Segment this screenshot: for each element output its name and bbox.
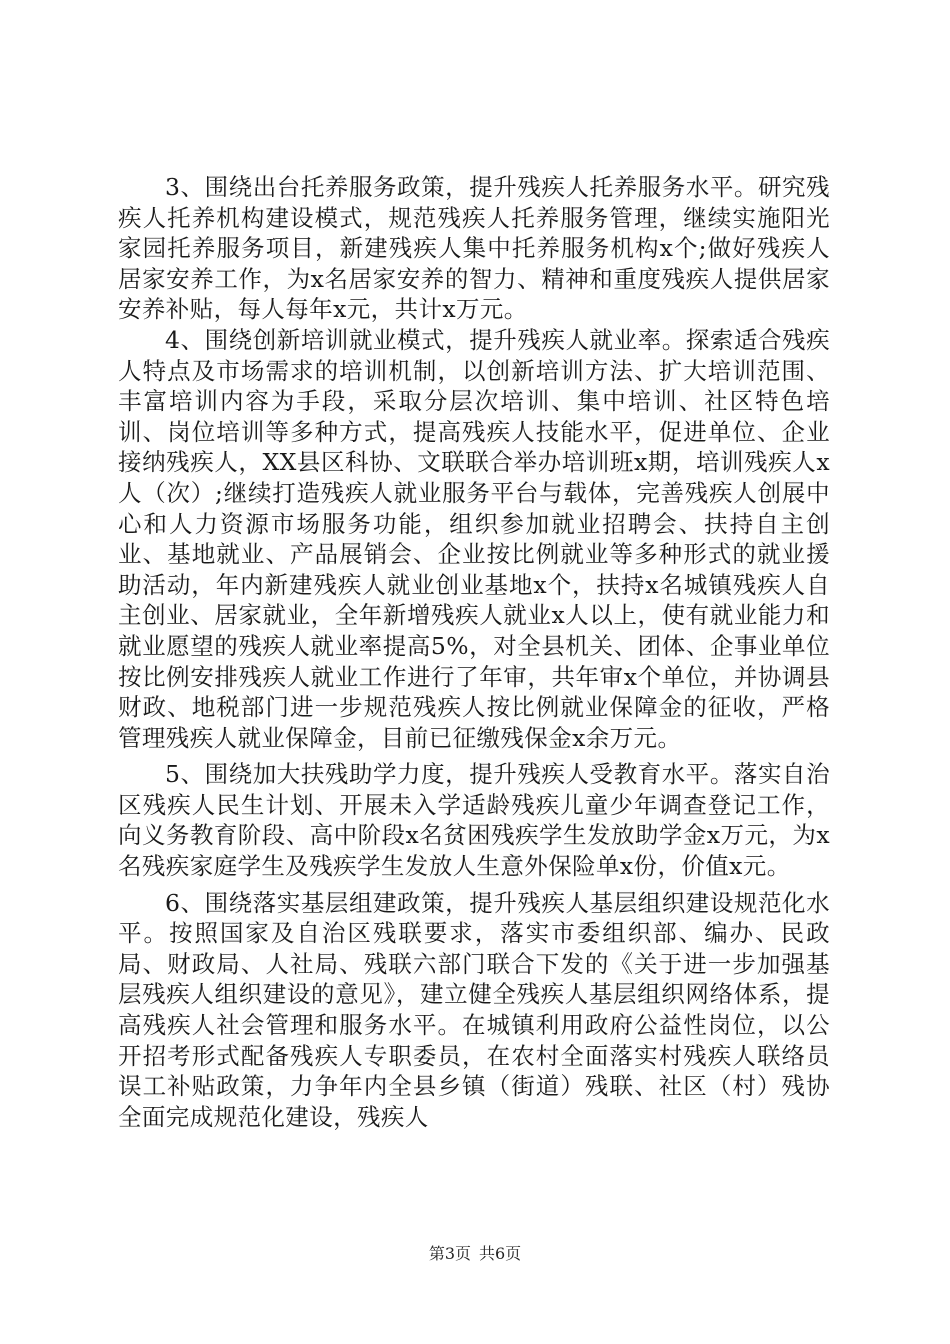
page-footer (0, 1244, 950, 1264)
page-number: 第3页 (428, 1244, 471, 1263)
paragraph-item-4: 4、围绕创新培训就业模式，提升残疾人就业率。探索适合残疾人特点及市场需求的培训机制，以创新培训方法、扩大培训范围、丰富培训内容为手段，采取分层次培训、集中培训、社区特色培训、岗位培训等多种方式，提高残疾人技能水平，促进单位、企业接纳残疾人，XX县区科协、文联联合举办培训班x期，培训残疾人x人（次）;继续打造残疾人就业服务平台与载体，完善残疾人创展中心和人力资源市场服务功能，组织参加就业招聘会、扶持自主创业、基地就业、产品展销会、企业按比例就业等多种形式的就业援助活动，年内新建残疾人就业创业基地x个，扶持x名城镇残疾人自主创业、居家就业，全年新增残疾人就业x人以上，使有就业能力和就业愿望的残疾人就业率提高5%，对全县机关、团体、企事业单位按比例安排残疾人就业工作进行了年审，共年审x个单位，并协调县财政、地税部门进一步规范残疾人按比例就业保障金的征收，严格管理残疾人就业保障金，目前已征缴残保金x余万元。 (118, 325, 830, 752)
paragraph-item-5: 5、围绕加大扶残助学力度，提升残疾人受教育水平。落实自治区残疾人民生计划、开展未入学适龄残疾儿童少年调查登记工作，向义务教育阶段、高中阶段x名贫困残疾学生发放助学金x万元，为x名残疾家庭学生及残疾学生发放人生意外保险单x份，价值x元。 (118, 760, 830, 881)
page-total: 共6页 (479, 1244, 522, 1263)
paragraph-item-6: 6、围绕落实基层组建政策，提升残疾人基层组织建设规范化水平。按照国家及自治区残联要求，落实市委组织部、编办、民政局、财政局、人社局、残联六部门联合下发的《关于进一步加强基层残疾人组织建设的意见》，建立健全残疾人基层组织网络体系，提高残疾人社会管理和服务水平。在城镇利用政府公益性岗位，以公开招考形式配备残疾人专职委员，在农村全面落实村残疾人联络员误工补贴政策，力争年内全县乡镇（街道）残联、社区（村）残协全面完成规范化建设，残疾人 (118, 888, 830, 1131)
paragraph-item-3: 3、围绕出台托养服务政策，提升残疾人托养服务水平。研究残疾人托养机构建设模式，规范残疾人托养服务管理，继续实施阳光家园托养服务项目，新建残疾人集中托养服务机构x个;做好残疾人居家安养工作，为x名居家安养的智力、精神和重度残疾人提供居家安养补贴，每人每年x元，共计x万元。 (118, 173, 830, 324)
document-body (118, 172, 830, 1132)
